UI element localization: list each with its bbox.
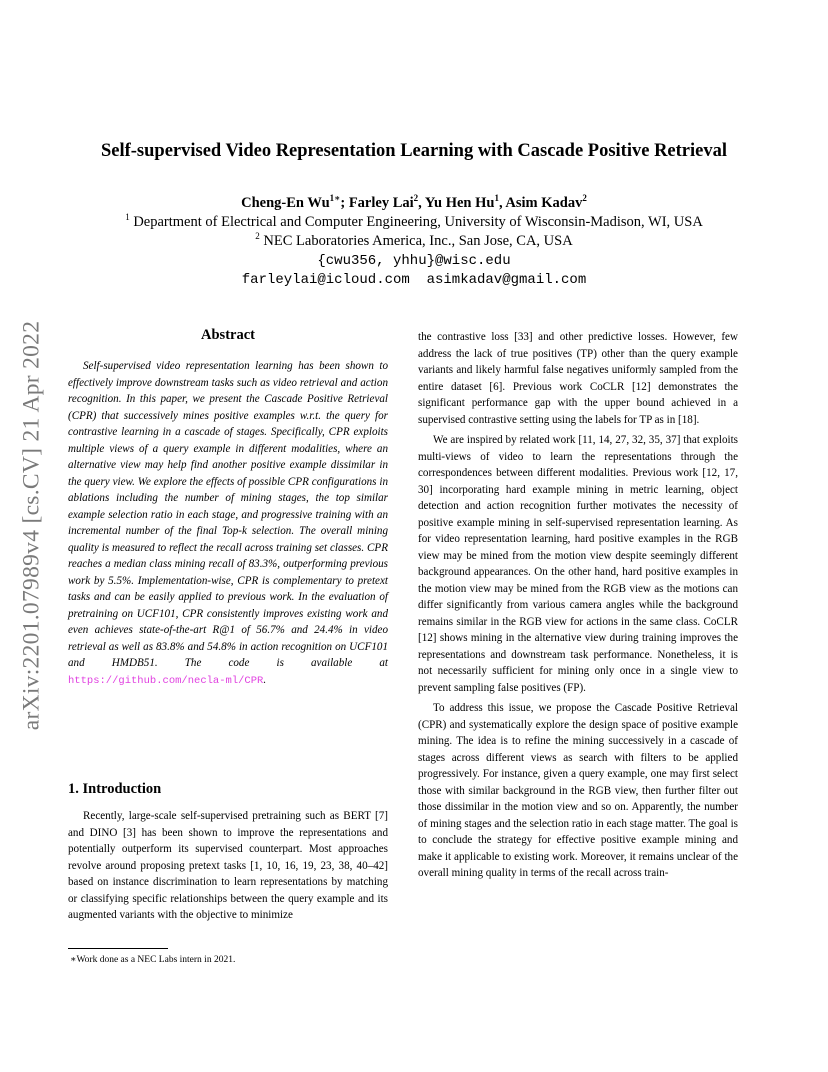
intro-heading: 1. Introduction (68, 781, 162, 797)
author-list (0, 195, 828, 212)
abstract-end: . (263, 673, 267, 686)
right-paragraph-1: the contrastive loss [33] and other predictive losses. However, few address the lack of true positives (TP) other than the query example variants and likely harmful false negatives uniformly sampled from the entire dataset [6]. Previous work CoCLR [12] demonstrates the significant performance gap with the upper bound achieved in a supervised contrastive setting using the labels for TP as in [18]. (418, 331, 738, 426)
code-link[interactable]: https://github.com/necla-ml/CPR (68, 674, 264, 687)
email-line-1: {cwu356, yhhu}@wisc.edu (317, 253, 511, 269)
author-4-sup: 2 (582, 193, 587, 204)
right-column (418, 329, 738, 886)
abstract-body (68, 358, 388, 689)
affiliation-1 (0, 214, 828, 231)
email-line-2: farleylai@icloud.com asimkadav@gmail.com (241, 272, 587, 288)
author-2-sup: 2 (413, 193, 419, 204)
arxiv-id: arXiv:2201.07989v4 [cs.CV] 21 Apr 2022 (18, 320, 45, 730)
aff2-sup: 2 (255, 231, 260, 242)
right-paragraph-3: To address this issue, we propose the Cascade Positive Retrieval (CPR) and systematically explore the design space of positive example mining. The idea is to refine the mining successively in a cascade of stages across different views as search with filters to be applied progressively. For instance, given a query example, one may first select those with similar background in the RGB view, then further filter out those dissimilar in the motion view and so on. Apparently, the number of mining stages and the selection ratio in each stage matter. The goal is to conclude the strategy for effective positive example mining and make it applicable to existing work. Moreover, it remains unclear of the overall mining quality in terms of the recall across train- (418, 702, 738, 879)
footnote: ∗Work done as a NEC Labs intern in 2021. (70, 955, 236, 965)
intro-body: Recently, large-scale self-supervised pretraining such as BERT [7] and DINO [3] has been shown to improve the representations and potentially outperform its supervised counterpart. Most approaches revolve around proposing pretext tasks [1, 10, 16, 19, 23, 38, 40–42] based on instance discrimination to learn representations by matching or classifying specific relationships between the query example and its augmented variants with the objective to minimize (68, 810, 388, 921)
author-2: ; Farley Lai (340, 195, 414, 211)
author-1-star: ∗ (334, 193, 341, 204)
paper-title: Self-supervised Video Representation Learning with Cascade Positive Retrieval (100, 141, 728, 161)
author-3-sup: 1 (494, 193, 499, 204)
abstract-heading: Abstract (201, 327, 255, 343)
aff2-text: NEC Laboratories America, Inc., San Jose, CA, USA (259, 233, 573, 249)
aff1-text: Department of Electrical and Computer Engineering, University of Wisconsin-Madison, WI, USA (129, 214, 703, 230)
author-1: Cheng-En Wu (241, 195, 330, 211)
footnote-rule (68, 948, 168, 949)
arxiv-stamp (12, 285, 52, 765)
author-4: , Asim Kadav (498, 195, 583, 211)
right-paragraph-2: We are inspired by related work [11, 14, 27, 32, 35, 37] that exploits multi-views of video to learn the representations through the correspondences between different modalities. Previous work [12, 17, 30] incorporating hard example mining in metric learning, object detection and action recognition further motivates the necessity of positive example mining in self-supervised representation learning. As for video representation learning, hard positive examples in the RGB view may be mined from the motion view despite seemingly different background appearances. On the other hand, hard positive examples in the motion view may be mined from the RGB view as the motions can differ significantly from various camera angles while the background remains similar in the RGB view for actions in the same class. CoCLR [12] shows mining in the alternative view during training improves the representations and downstream task performance. Nonetheless, it is not necessarily sufficient for mining only once in a single view to prevent sampling false positives (FP). (418, 434, 738, 694)
author-1-sup: 1 (329, 193, 335, 204)
affiliation-2 (0, 233, 828, 250)
aff1-sup: 1 (125, 212, 130, 223)
author-3: , Yu Hen Hu (418, 195, 495, 211)
abstract-text: Self-supervised video representation learning has been shown to effectively improve downstream tasks such as video retrieval and action recognition. In this paper, we present the Cascade Positive Retrieval (CPR) that successively mines positive examples w.r.t. the query for contrastive learning in a cascade of stages. Specifically, CPR exploits multiple views of a query example in different modalities, where an alternative view may help find another positive example dissimilar in the query view. We explore the effects of possible CPR configurations in ablations including the number of mining stages, the top similar example selection ratio in each stage, and progressive training with an incremental number of the final Top-k selection. The overall mining quality is measured to reflect the recall across training set classes. CPR reaches a median class mining recall of 83.3%, outperforming previous work by 5.5%. Implementation-wise, CPR is complementary to pretext tasks and can be easily applied to previous work. In the evaluation of pretraining on UCF101, CPR consistently improves existing work and even achieves state-of-the-art R@1 of 56.7% and 24.4% in video retrieval as well as 83.8% and 54.8% in action recognition on UCF101 and HMDB51. The code is available at (68, 360, 388, 669)
